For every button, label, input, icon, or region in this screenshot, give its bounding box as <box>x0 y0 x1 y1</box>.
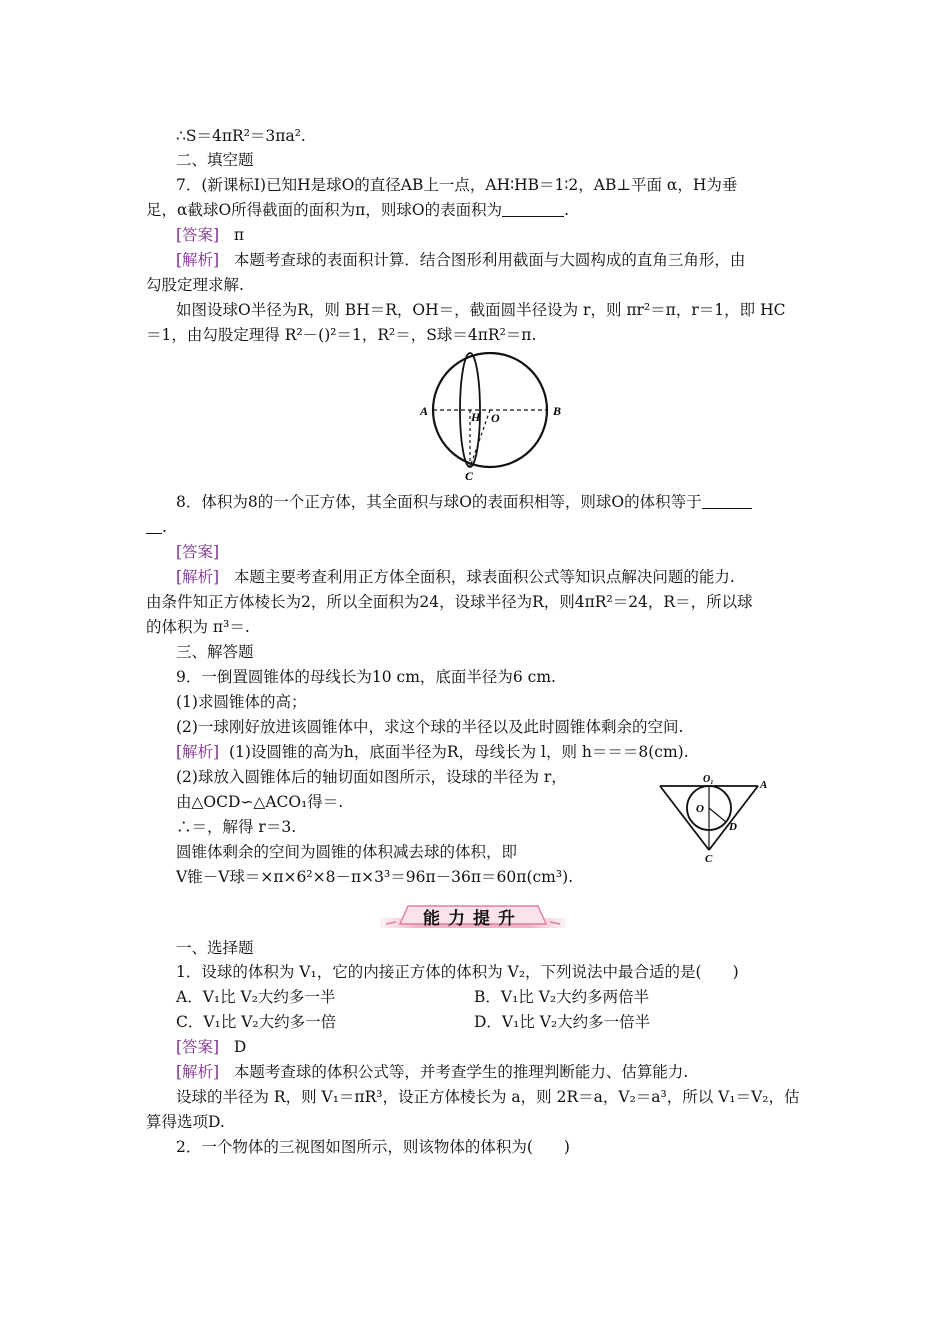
label-o: O <box>491 411 500 425</box>
section-heading: 二、填空题 <box>176 151 254 169</box>
analysis-line <box>176 250 745 270</box>
label-d: D <box>729 821 737 833</box>
label-o: O <box>696 803 704 815</box>
text-line: 算得选项D. <box>146 1113 225 1131</box>
text-line: 如图设球O半径为R，则 BH＝R，OH＝，截面圆半径设为 r，则 πr²＝π，r＝1，即 HC <box>176 301 786 319</box>
option-b: B．V₁比 V₂大约多两倍半 <box>474 988 650 1006</box>
section-heading: 一、选择题 <box>176 939 254 957</box>
text-line: (1)求圆锥体的高； <box>176 693 307 711</box>
answer-label: [答案] <box>176 543 220 561</box>
question-9: 9．一倒置圆锥体的母线长为10 cm，底面半径为6 cm. <box>176 668 556 686</box>
text-line: 的体积为 π³＝. <box>146 618 250 636</box>
text-line: 由条件知正方体棱长为2，所以全面积为24，设球半径为R，则4πR²＝24，R＝，所以球 <box>146 593 753 611</box>
text-line: 设球的半径为 R，则 V₁＝πR³，设正方体棱长为 a，则 2R＝a，V₂＝a³，所以 V₁＝V₂，估 <box>176 1088 800 1106</box>
cone-figure <box>650 770 775 865</box>
text: (1)设圆锥的高为h，底面半径为R，母线长为 l，则 h＝＝＝8(cm). <box>228 743 689 761</box>
answer-line <box>176 1037 246 1057</box>
question-1: 1．设球的体积为 V₁，它的内接正方体的体积为 V₂，下列说法中最合适的是( ) <box>176 963 739 981</box>
answer-blank <box>702 494 752 509</box>
sphere-figure <box>415 352 575 482</box>
question-8 <box>176 492 752 512</box>
text-line: 勾股定理求解. <box>146 276 244 294</box>
cone-left-side <box>660 786 709 850</box>
label-a: A <box>420 404 429 418</box>
question-7: 7．(新课标Ⅰ)已知H是球O的直径AB上一点，AH∶HB＝1∶2，AB⊥平面 α，H为垂 <box>176 176 738 194</box>
text-line: ∴＝，解得 r＝3. <box>176 818 297 836</box>
analysis-label: [解析] <box>176 568 220 586</box>
answer-line <box>176 542 219 562</box>
label-o1: O₁ <box>703 774 714 785</box>
option-d: D．V₁比 V₂大约多一倍半 <box>474 1013 651 1031</box>
banner-title: 能力提升 <box>423 909 523 929</box>
text-line: ∴S＝4πR²＝3πa². <box>176 127 306 145</box>
cone-right-side <box>709 786 758 850</box>
text: 本题考查球的表面积计算．结合图形利用截面与大圆构成的直角三角形，由 <box>233 251 746 269</box>
analysis-line <box>176 1062 688 1082</box>
label-b: B <box>553 404 562 418</box>
analysis-label: [解析] <box>176 251 220 269</box>
text-line: 由△OCD∽△ACO₁得＝. <box>176 793 344 811</box>
text-line: (2)球放入圆锥体后的轴切面如图所示，设球的半径为 r， <box>176 768 567 786</box>
text-line <box>146 200 569 220</box>
text-line <box>146 517 167 537</box>
text: . <box>162 518 167 536</box>
answer-value: D <box>233 1038 247 1056</box>
answer-label: [答案] <box>176 1038 220 1056</box>
radius-od <box>709 808 726 822</box>
section-banner <box>380 900 566 930</box>
analysis-label: [解析] <box>176 743 220 761</box>
answer-blank <box>502 202 564 217</box>
text: 足，α截球O所得截面的面积为π，则球O的表面积为 <box>146 201 503 219</box>
section-heading: 三、解答题 <box>176 643 254 661</box>
text: 本题考查球的体积公式等，并考查学生的推理判断能力、估算能力. <box>233 1063 689 1081</box>
answer-line <box>176 225 244 245</box>
text-line: V锥－V球＝×π×6²×8－π×3³＝96π－36π＝60π(cm³). <box>176 868 574 886</box>
label-c: C <box>465 469 474 482</box>
option-a: A．V₁比 V₂大约多一半 <box>176 988 336 1006</box>
answer-value: π <box>233 226 245 244</box>
analysis-line <box>176 742 689 762</box>
answer-blank <box>146 519 162 534</box>
text-line: (2)一球刚好放进该圆锥体中，求这个球的半径以及此时圆锥体剩余的空间. <box>176 718 684 736</box>
analysis-line <box>176 567 735 587</box>
option-c: C．V₁比 V₂大约多一倍 <box>176 1013 337 1031</box>
answer-label: [答案] <box>176 226 220 244</box>
label-c: C <box>705 853 713 865</box>
text-line: ＝1，由勾股定理得 R²－()²＝1，R²＝，S球＝4πR²＝π. <box>146 326 537 344</box>
analysis-label: [解析] <box>176 1063 220 1081</box>
label-a: A <box>760 779 768 791</box>
label-h: H <box>471 410 481 424</box>
text: . <box>564 201 570 219</box>
text: 8．体积为8的一个正方体，其全面积与球O的表面积相等，则球O的体积等于 <box>176 493 702 511</box>
text-line: 圆锥体剩余的空间为圆锥的体积减去球的体积，即 <box>176 843 518 861</box>
question-2: 2．一个物体的三视图如图所示，则该物体的体积为( ) <box>176 1138 570 1156</box>
text: 本题主要考查利用正方体全面积，球表面积公式等知识点解决问题的能力. <box>233 568 735 586</box>
